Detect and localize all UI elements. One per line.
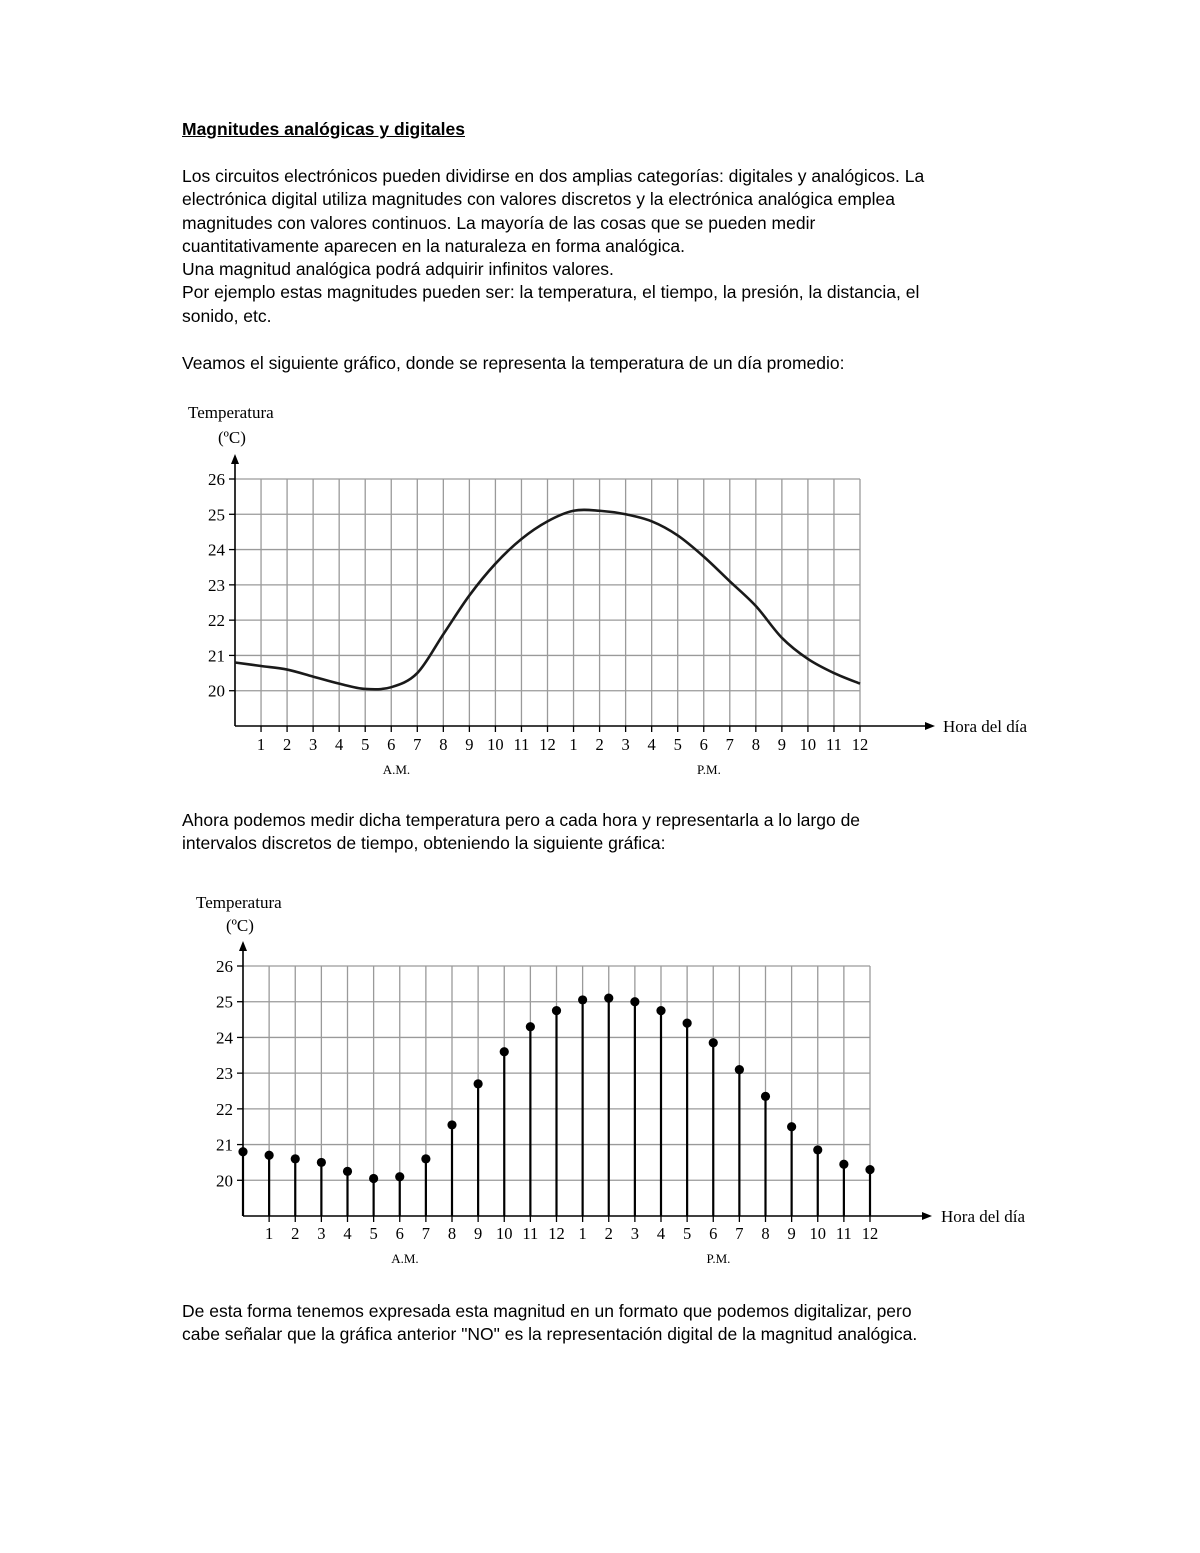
x-tick-label: 12	[548, 1224, 565, 1243]
stem-point	[265, 1151, 274, 1160]
y-tick-label: 23	[208, 575, 225, 595]
x-tick-label: 9	[777, 735, 786, 754]
analog-temperature-chart	[0, 390, 1200, 790]
stem-point	[813, 1145, 822, 1154]
period-label-pm: P.M.	[697, 762, 721, 777]
y-axis-title: Temperatura	[188, 403, 274, 422]
text-line: Una magnitud analógica podrá adquirir infinitos valores.	[182, 259, 614, 280]
x-tick-label: 2	[604, 1224, 613, 1243]
stem-point	[291, 1154, 300, 1163]
x-tick-label: 2	[291, 1224, 300, 1243]
x-tick-label: 8	[439, 735, 448, 754]
text-line: electrónica digital utiliza magnitudes con valores discretos y la electrónica analógica emplea	[182, 189, 896, 210]
stem-point	[865, 1165, 874, 1174]
text-line: Los circuitos electrónicos pueden dividirse en dos amplias categorías: digitales y analógicos. La	[182, 166, 925, 186]
stem-point	[839, 1160, 848, 1169]
y-tick-label: 21	[216, 1135, 233, 1155]
x-tick-label: 4	[656, 1224, 666, 1243]
text-line: intervalos discretos de tiempo, obteniendo la siguiente gráfica:	[182, 833, 666, 854]
stem-point	[735, 1065, 744, 1074]
stem-point	[317, 1158, 326, 1167]
y-tick-label: 20	[216, 1171, 233, 1191]
discrete-temperature-chart	[0, 878, 1200, 1278]
y-axis-arrow	[239, 941, 247, 951]
x-tick-label: 12	[861, 1224, 879, 1243]
stem-point	[578, 995, 587, 1004]
y-tick-label: 25	[216, 992, 233, 1012]
y-axis-title: Temperatura	[196, 893, 282, 912]
stem-point	[369, 1174, 378, 1183]
period-label-am: A.M.	[391, 1251, 419, 1266]
x-tick-label: 8	[751, 735, 760, 754]
x-tick-label: 7	[421, 1224, 430, 1243]
x-tick-label: 11	[513, 735, 530, 754]
y-tick-label: 22	[216, 1099, 233, 1119]
stem-point	[395, 1172, 404, 1181]
x-axis-title: Hora del día	[941, 1207, 1026, 1226]
chart2-intro-paragraph	[182, 809, 860, 856]
y-tick-label: 23	[216, 1064, 233, 1084]
stem-point	[343, 1167, 352, 1176]
x-tick-label: 10	[799, 735, 817, 754]
stem-point	[630, 997, 639, 1006]
conclusion-paragraph	[182, 1300, 917, 1347]
stem-point	[709, 1038, 718, 1047]
chart1-intro-paragraph	[182, 352, 845, 375]
x-tick-label: 9	[787, 1224, 796, 1243]
text-line: De esta forma tenemos expresada esta magnitud en un formato que podemos digitalizar, pero	[182, 1301, 912, 1321]
x-tick-label: 2	[282, 735, 292, 754]
x-tick-label: 3	[630, 1224, 639, 1243]
x-tick-label: 1	[569, 735, 578, 754]
x-tick-label: 4	[647, 735, 656, 754]
y-tick-label: 22	[208, 611, 225, 631]
x-axis-arrow	[922, 1212, 932, 1220]
y-tick-label: 21	[208, 646, 225, 666]
y-tick-label: 26	[208, 470, 225, 489]
stem-point	[238, 1147, 247, 1156]
stem-point	[787, 1122, 796, 1131]
x-tick-label: 8	[761, 1224, 770, 1243]
period-label-pm: P.M.	[706, 1251, 731, 1266]
x-tick-label: 4	[335, 735, 344, 754]
text-line: Ahora podemos medir dicha temperatura pero a cada hora y representarla a lo largo de	[182, 810, 861, 830]
x-tick-label: 12	[851, 735, 869, 754]
period-label-am: A.M.	[382, 762, 411, 777]
x-tick-label: 3	[621, 735, 630, 754]
x-tick-label: 7	[413, 735, 422, 754]
stem-point	[604, 994, 613, 1003]
stem-point	[500, 1047, 509, 1056]
text-line: sonido, etc.	[182, 305, 272, 326]
x-tick-label: 5	[683, 1224, 692, 1243]
x-tick-label: 11	[835, 1224, 852, 1243]
y-tick-label: 20	[208, 681, 225, 701]
x-tick-label: 10	[496, 1224, 513, 1243]
y-axis-unit: (ºC)	[226, 916, 254, 935]
x-axis-arrow	[925, 722, 935, 730]
intro-paragraph	[182, 165, 924, 328]
y-axis-arrow	[231, 454, 239, 464]
x-tick-label: 7	[735, 1224, 744, 1243]
stem-point	[474, 1079, 483, 1088]
x-tick-label: 4	[343, 1224, 352, 1243]
x-tick-label: 5	[369, 1224, 378, 1243]
x-tick-label: 6	[395, 1224, 404, 1243]
stem-point	[421, 1154, 430, 1163]
stem-point	[656, 1006, 665, 1015]
text-line: cuantitativamente aparecen en la naturaleza en forma analógica.	[182, 235, 685, 256]
y-tick-label: 25	[208, 505, 225, 525]
x-tick-label: 5	[673, 735, 682, 754]
x-tick-label: 10	[487, 735, 504, 754]
y-tick-label: 24	[208, 540, 225, 560]
stem-point	[683, 1019, 692, 1028]
x-tick-label: 3	[317, 1224, 326, 1243]
x-tick-label: 11	[522, 1224, 539, 1243]
x-tick-label: 7	[725, 735, 734, 754]
x-axis-title: Hora del día	[943, 717, 1028, 736]
x-tick-label: 2	[595, 735, 604, 754]
text-line: magnitudes con valores continuos. La mayoría de las cosas que se pueden medir	[182, 212, 816, 233]
text-line: cabe señalar que la gráfica anterior "NO" es la representación digital de la magnitud analógica.	[182, 1324, 918, 1345]
x-tick-label: 11	[826, 735, 842, 754]
x-tick-label: 9	[474, 1224, 483, 1243]
x-tick-label: 5	[361, 735, 370, 754]
grid	[235, 479, 860, 726]
text-line: Veamos el siguiente gráfico, donde se representa la temperatura de un día promedio:	[182, 353, 845, 373]
y-axis-unit: (ºC)	[218, 428, 246, 447]
y-tick-label: 24	[216, 1028, 233, 1048]
x-tick-label: 8	[447, 1224, 457, 1243]
text-line: Por ejemplo estas magnitudes pueden ser: la temperatura, el tiempo, la presión, la distancia, el	[182, 282, 920, 303]
x-tick-label: 6	[387, 735, 396, 754]
stem-point	[447, 1120, 456, 1129]
y-tick-label: 26	[216, 957, 233, 976]
x-tick-label: 6	[699, 735, 708, 754]
x-tick-label: 1	[256, 735, 266, 754]
stem-point	[526, 1022, 535, 1031]
stem-point	[761, 1092, 770, 1101]
x-tick-label: 10	[809, 1224, 826, 1243]
x-tick-label: 12	[539, 735, 556, 754]
x-tick-label: 3	[309, 735, 318, 754]
x-tick-label: 6	[709, 1224, 718, 1243]
x-tick-label: 9	[465, 735, 474, 754]
stem-point	[552, 1006, 561, 1015]
x-tick-label: 1	[578, 1224, 587, 1243]
document-title: Magnitudes analógicas y digitales	[182, 119, 465, 139]
x-tick-label: 1	[265, 1224, 274, 1243]
